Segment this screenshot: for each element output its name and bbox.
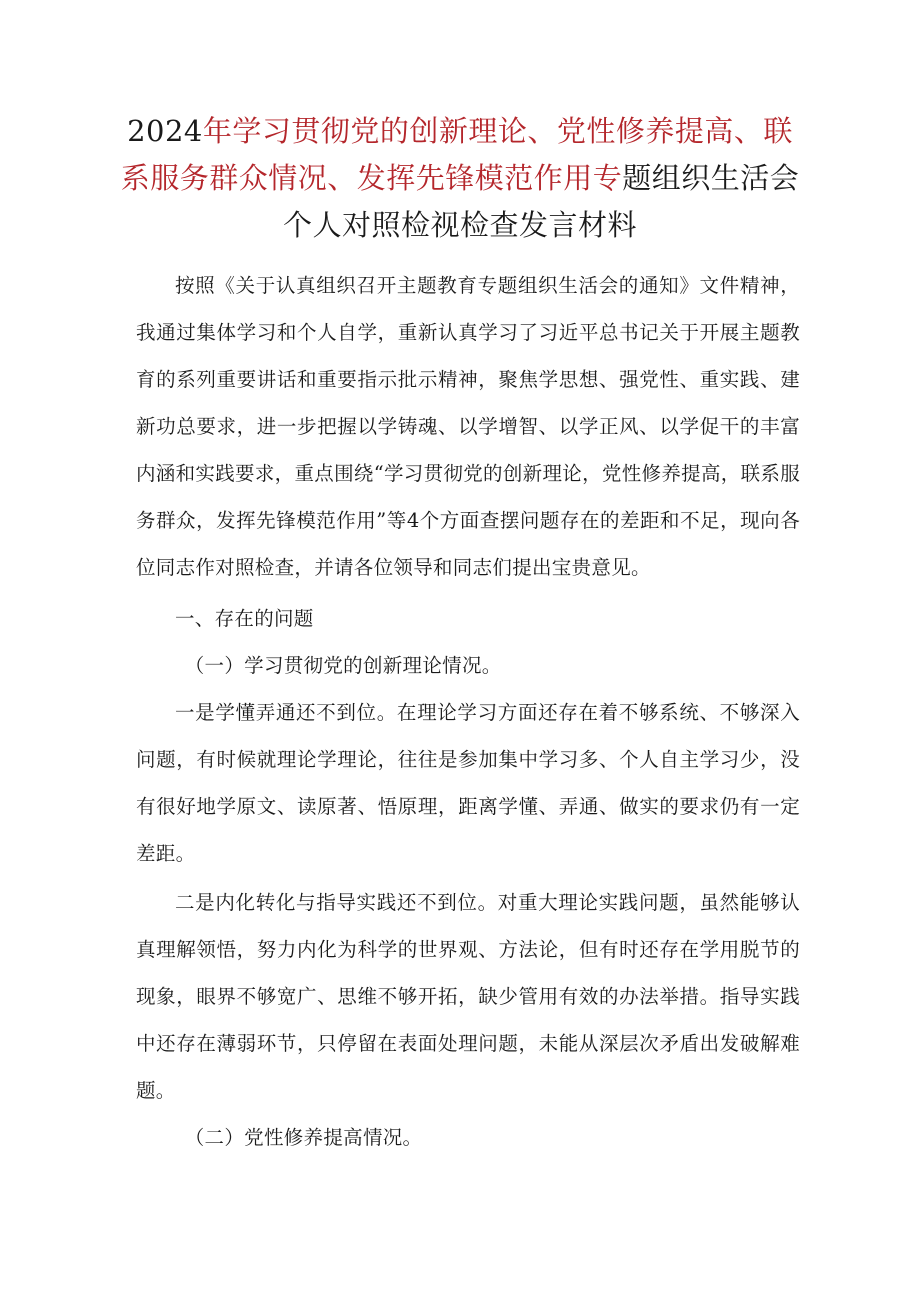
document-body	[136, 262, 800, 1161]
section-heading-1: 一、存在的问题	[175, 607, 314, 630]
paragraph-point-2: 二是内化转化与指导实践还不到位。对重大理论实践问题，虽然能够认真理解领悟，努力内化为科学的世界观、方法论，但有时还存在学用脱节的现象，眼界不够宽广、思维不够开拓，缺少管用有效的办法举措。指导实践中还存在薄弱环节，只停留在表面处理问题，未能从深层次矛盾出发破解难题。	[136, 891, 800, 1102]
title-year: 2024	[127, 114, 203, 148]
title-line-3: 个人对照检视检查发言材料	[282, 208, 637, 242]
title-red-part: 年学习贯彻党的创新理论、党性修养提高、联系服务群众情况、发挥先锋模范作用专	[120, 114, 793, 195]
document-title	[120, 108, 800, 249]
paragraph-intro: 按照《关于认真组织召开主题教育专题组织生活会的通知》文件精神，我通过集体学习和个人自学，重新认真学习了习近平总书记关于开展主题教育的系列重要讲话和重要指示批示精神，聚焦学思想、强党性、重实践、建新功总要求，进一步把握以学铸魂、以学增智、以学正风、以学促干的丰富内涵和实践要求，重点围绕“学习贯彻党的创新理论，党性修养提高，联系服务群众，发挥先锋模范作用”等4个方面查摆问题存在的差距和不足，现向各位同志作对照检查，并请各位领导和同志们提出宝贵意见。	[136, 274, 800, 579]
subsection-heading-1: （一）学习贯彻党的创新理论情况。	[184, 654, 502, 677]
paragraph-point-1: 一是学懂弄通还不到位。在理论学习方面还存在着不够系统、不够深入问题，有时候就理论学理论，往往是参加集中学习多、个人自主学习少，没有很好地学原文、读原著、悟原理，距离学懂、弄通、做实的要求仍有一定差距。	[136, 701, 800, 865]
subsection-heading-2: （二）党性修养提高情况。	[184, 1126, 423, 1149]
title-black-part: 题组织生活会	[622, 161, 800, 195]
